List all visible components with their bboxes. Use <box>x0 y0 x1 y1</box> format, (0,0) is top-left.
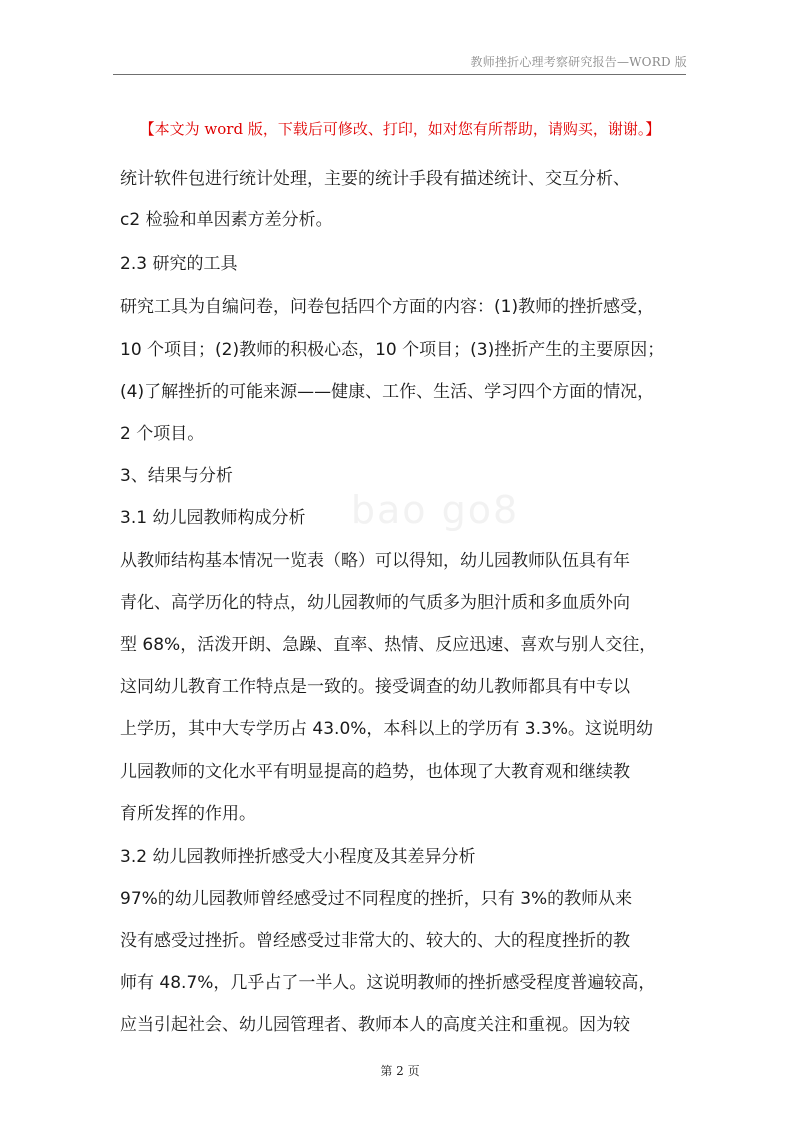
page-header-title: 教师挫折心理考察研究报告—WORD 版 <box>470 55 687 69</box>
body-line: 从教师结构基本情况一览表（略）可以得知，幼儿园教师队伍具有年 <box>120 551 630 571</box>
body-line: 没有感受过挫折。曾经感受过非常大的、较大的、大的程度挫折的教 <box>120 931 630 951</box>
header-divider <box>113 74 686 75</box>
section-heading: 3、结果与分析 <box>120 466 233 486</box>
body-line: 应当引起社会、幼儿园管理者、教师本人的高度关注和重视。因为较 <box>120 1015 630 1035</box>
body-line: 97%的幼儿园教师曾经感受过不同程度的挫折，只有 3%的教师从来 <box>120 889 633 909</box>
watermark: bao go8 <box>350 488 520 532</box>
page-number: 第 2 页 <box>380 1064 420 1078</box>
body-line: 10 个项目；(2)教师的积极心态，10 个项目；(3)挫折产生的主要原因； <box>120 340 665 360</box>
body-line: (4)了解挫折的可能来源——健康、工作、生活、学习四个方面的情况， <box>120 382 655 402</box>
section-heading: 3.2 幼儿园教师挫折感受大小程度及其差异分析 <box>120 847 476 867</box>
body-line: c2 检验和单因素方差分析。 <box>120 210 333 230</box>
body-line: 2 个项目。 <box>120 424 205 444</box>
body-line: 育所发挥的作用。 <box>120 804 256 824</box>
section-heading: 2.3 研究的工具 <box>120 254 238 274</box>
body-line: 青化、高学历化的特点，幼儿园教师的气质多为胆汁质和多血质外向 <box>120 593 630 613</box>
body-line: 这同幼儿教育工作特点是一致的。接受调查的幼儿教师都具有中专以 <box>120 677 630 697</box>
body-line: 上学历，其中大专学历占 43.0%，本科以上的学历有 3.3%。这说明幼 <box>120 719 654 739</box>
body-line: 儿园教师的文化水平有明显提高的趋势，也体现了大教育观和继续教 <box>120 762 630 782</box>
body-line: 统计软件包进行统计处理，主要的统计手段有描述统计、交互分析、 <box>120 169 630 189</box>
purchase-notice: 【本文为 word 版，下载后可修改、打印，如对您有所帮助，请购买，谢谢。】 <box>139 120 661 138</box>
body-line: 型 68%，活泼开朗、急躁、直率、热情、反应迅速、喜欢与别人交往， <box>120 635 657 655</box>
body-line: 研究工具为自编问卷，问卷包括四个方面的内容：(1)教师的挫折感受， <box>120 297 655 317</box>
section-heading: 3.1 幼儿园教师构成分析 <box>120 508 306 528</box>
body-line: 师有 48.7%，几乎占了一半人。这说明教师的挫折感受程度普遍较高， <box>120 973 656 993</box>
